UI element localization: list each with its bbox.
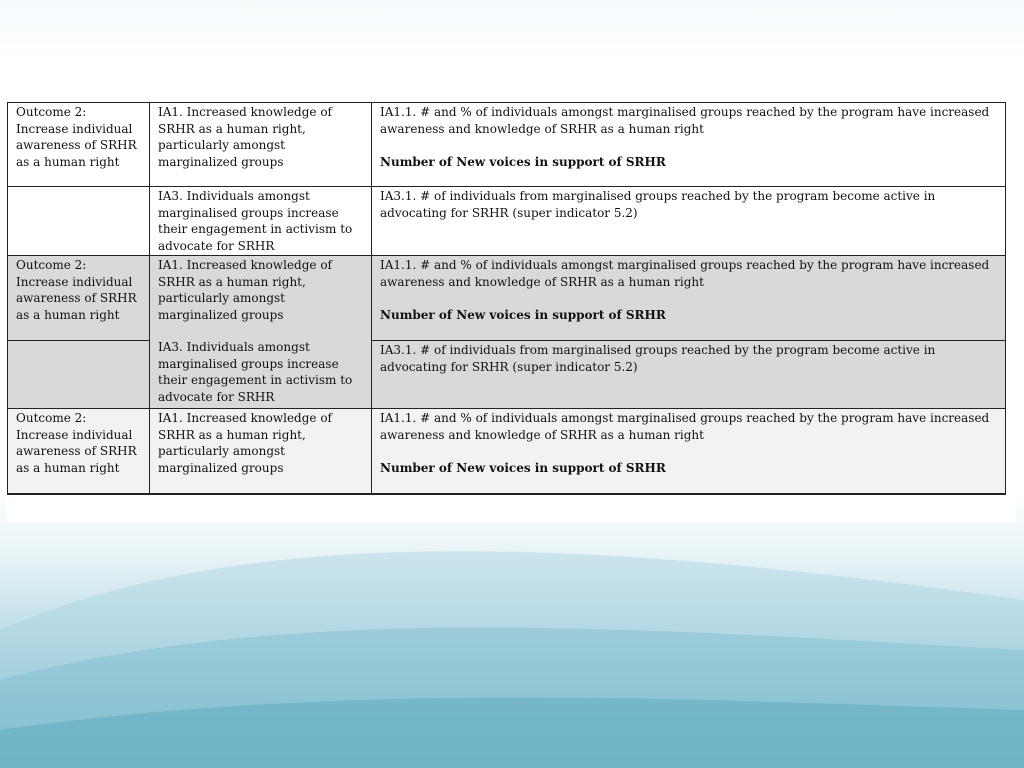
- table-row: [8, 103, 1006, 187]
- outcome-cell: Outcome 2: Increase individual awareness of SRHR as a human right: [8, 409, 150, 495]
- results-framework-table: [7, 102, 1006, 495]
- indicator-text: IA1.1. # and % of individuals amongst marginalised groups reached by the program have increased awareness and knowledge of SRHR as a human right: [380, 105, 990, 136]
- indicator-text: IA1.1. # and % of individuals amongst marginalised groups reached by the program have increased awareness and knowledge of SRHR as a human right: [380, 411, 990, 442]
- intermediate-outcome-cell: IA3. Individuals amongst marginalised groups increase their engagement in activism to advocate for SRHR: [150, 187, 372, 256]
- indicator-cell: IA3.1. # of individuals from marginalised groups reached by the program become active in advocating for SRHR (super indicator 5.2): [372, 187, 1006, 256]
- outcome-cell: [8, 187, 150, 256]
- wave-decoration: [0, 480, 1024, 768]
- intermediate-outcome-cell: IA1. Increased knowledge of SRHR as a human right, particularly amongst marginalized groups: [150, 409, 372, 495]
- indicator-cell: IA3.1. # of individuals from marginalised groups reached by the program become active in advocating for SRHR (super indicator 5.2): [372, 341, 1006, 409]
- indicator-cell: [372, 256, 1006, 341]
- outcome-cell: [8, 341, 150, 409]
- indicator-cell: [372, 409, 1006, 495]
- outcome-cell: Outcome 2: Increase individual awareness of SRHR as a human right: [8, 256, 150, 341]
- table-row: [8, 256, 1006, 341]
- indicator-cell: [372, 103, 1006, 187]
- outcome-cell: Outcome 2: Increase individual awareness of SRHR as a human right: [8, 103, 150, 187]
- indicator-text: IA1.1. # and % of individuals amongst marginalised groups reached by the program have increased awareness and knowledge of SRHR as a human right: [380, 258, 990, 289]
- indicator-bold-text: Number of New voices in support of SRHR: [380, 308, 666, 322]
- table-row: [8, 409, 1006, 495]
- intermediate-outcome-cell: IA1. Increased knowledge of SRHR as a human right, particularly amongst marginalized groups: [150, 103, 372, 187]
- intermediate-text: IA1. Increased knowledge of SRHR as a human right, particularly amongst marginalized groups: [158, 258, 332, 322]
- indicator-bold-text: Number of New voices in support of SRHR: [380, 461, 666, 475]
- table-row: [8, 187, 1006, 256]
- indicator-bold-text: Number of New voices in support of SRHR: [380, 155, 666, 169]
- intermediate-text-2: IA3. Individuals amongst marginalised groups increase their engagement in activism to advocate for SRHR: [158, 340, 353, 404]
- intermediate-outcome-cell: [150, 256, 372, 409]
